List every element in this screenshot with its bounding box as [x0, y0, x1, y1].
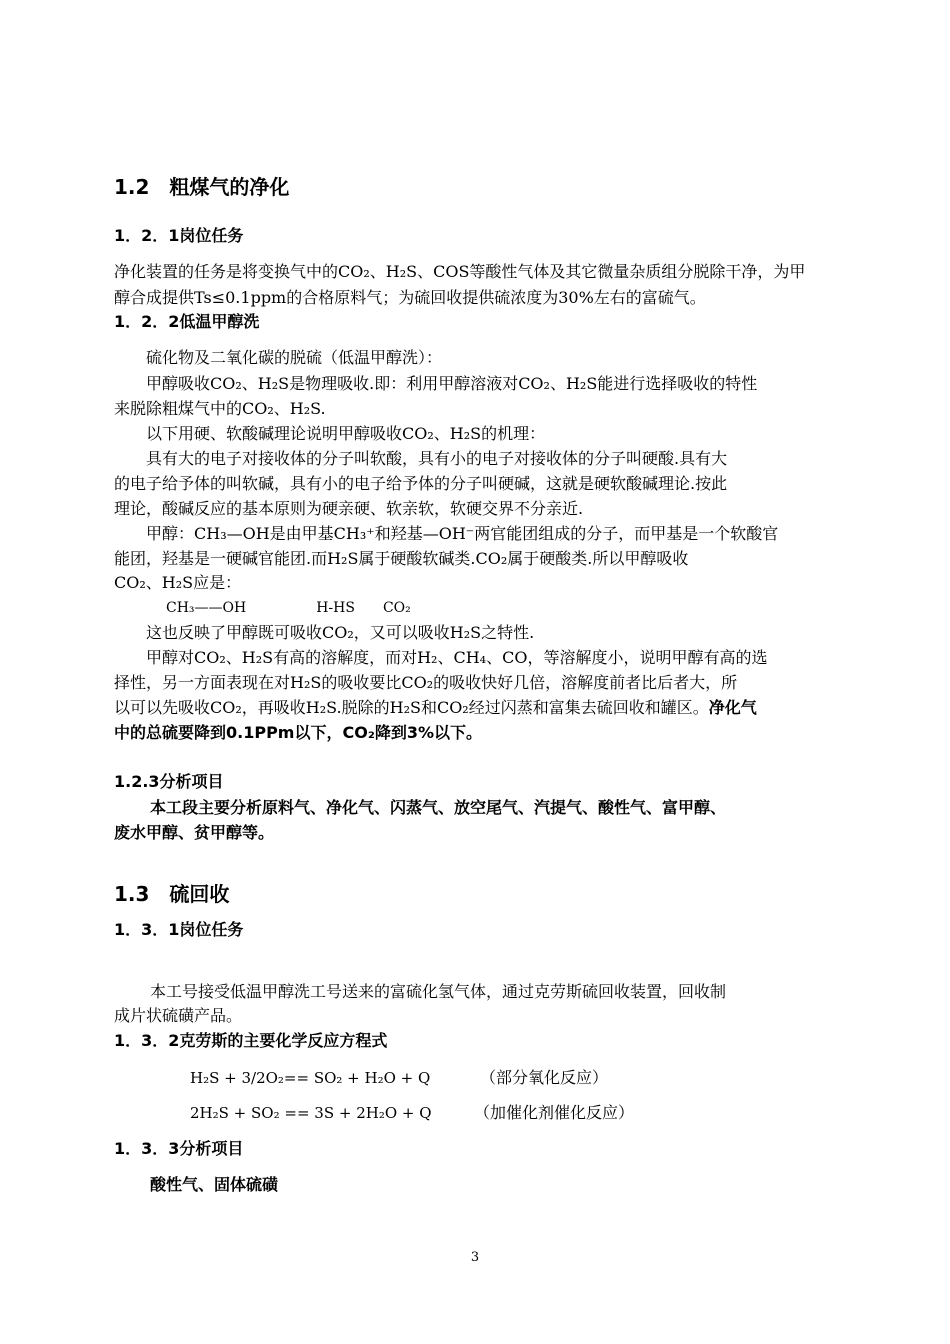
- bold-line: 本工段主要分析原料气、净化气、闪蒸气、放空尾气、汽提气、酸性气、富甲醇、: [150, 798, 727, 817]
- text-line: CO₂、H₂S应是：: [114, 573, 242, 592]
- formula-line: CH₃——OH H-HS CO₂: [166, 600, 411, 616]
- equation-1-note: （部分氧化反应）: [480, 1068, 609, 1087]
- text-line: 甲醇对CO₂、H₂S有高的溶解度，而对H₂、CH₄、CO，等溶解度小，说明甲醇有高的选: [146, 648, 768, 667]
- section-title-1-2: 1.2 粗煤气的净化: [114, 175, 290, 199]
- page-number: 3: [470, 1250, 480, 1265]
- bold-span: 净化气: [708, 698, 757, 717]
- text-line: 成片状硫磺产品。: [114, 1006, 243, 1025]
- subsection-title-1-2-1: 1．2．1岗位任务: [114, 226, 244, 245]
- equation-2: 2H₂S + SO₂ == 3S + 2H₂O + Q: [190, 1104, 432, 1122]
- text-line: 醇合成提供Ts≤0.1ppm的合格原料气；为硫回收提供硫浓度为30%左右的富硫气。: [114, 288, 706, 307]
- text-line: 这也反映了甲醇既可吸收CO₂，又可以吸收H₂S之特性.: [146, 623, 535, 642]
- text-line: [114, 698, 757, 718]
- text-line: 本工号接受低温甲醇洗工号送来的富硫化氢气体，通过克劳斯硫回收装置，回收制: [150, 982, 727, 1001]
- text-line: 甲醇吸收CO₂、H₂S是物理吸收.即：利用甲醇溶液对CO₂、H₂S能进行选择吸收的特性: [146, 374, 758, 393]
- text-line: 来脱除粗煤气中的CO₂、H₂S.: [114, 399, 326, 418]
- bold-line: 酸性气、固体硫磺: [150, 1175, 279, 1194]
- text-line: 净化装置的任务是将变换气中的CO₂、H₂S、COS等酸性气体及其它微量杂质组分脱除干净，为甲: [114, 262, 806, 281]
- text-line: 具有大的电子对接收体的分子叫软酸，具有小的电子对接收体的分子叫硬酸.具有大: [146, 449, 728, 468]
- text-line: 硫化物及二氧化碳的脱硫（低温甲醇洗）：: [146, 348, 443, 367]
- subsection-title-1-2-3: 1.2.3分析项目: [114, 772, 224, 791]
- bold-line: 中的总硫要降到0.1PPm以下，CO₂降到3%以下。: [114, 723, 482, 742]
- subsection-title-1-3-2: 1．3．2克劳斯的主要化学反应方程式: [114, 1031, 388, 1050]
- text-line: 择性，另一方面表现在对H₂S的吸收要比CO₂的吸收快好几倍，溶解度前者比后者大，所: [114, 673, 738, 692]
- text-span: 以可以先吸收CO₂，再吸收H₂S.脱除的H₂S和CO₂经过闪蒸和富集去硫回收和罐区。: [114, 698, 709, 717]
- text-line: 甲醇：CH₃—OH是由甲基CH₃⁺和羟基—OH⁻两官能团组成的分子，而甲基是一个软酸官: [146, 524, 779, 543]
- text-line: 以下用硬、软酸碱理论说明甲醇吸收CO₂、H₂S的机理：: [146, 424, 546, 443]
- subsection-title-1-3-1: 1．3．1岗位任务: [114, 920, 244, 939]
- equation-2-note: （加催化剂催化反应）: [474, 1103, 635, 1122]
- subsection-title-1-2-2: 1．2．2低温甲醇洗: [114, 312, 260, 331]
- section-title-1-3: 1.3 硫回收: [114, 882, 230, 906]
- bold-line: 废水甲醇、贫甲醇等。: [114, 823, 275, 842]
- equation-1: H₂S + 3/2O₂== SO₂ + H₂O + Q: [190, 1069, 431, 1087]
- text-line: 的电子给予体的叫软碱，具有小的电子给予体的分子叫硬碱，这就是硬软酸碱理论.按此: [114, 474, 728, 493]
- subsection-title-1-3-3: 1．3．3分析项目: [114, 1139, 244, 1158]
- text-line: 理论，酸碱反应的基本原则为硬亲硬、软亲软，软硬交界不分亲近.: [114, 499, 584, 518]
- text-line: 能团，羟基是一硬碱官能团.而H₂S属于硬酸软碱类.CO₂属于硬酸类.所以甲醇吸收: [114, 549, 689, 568]
